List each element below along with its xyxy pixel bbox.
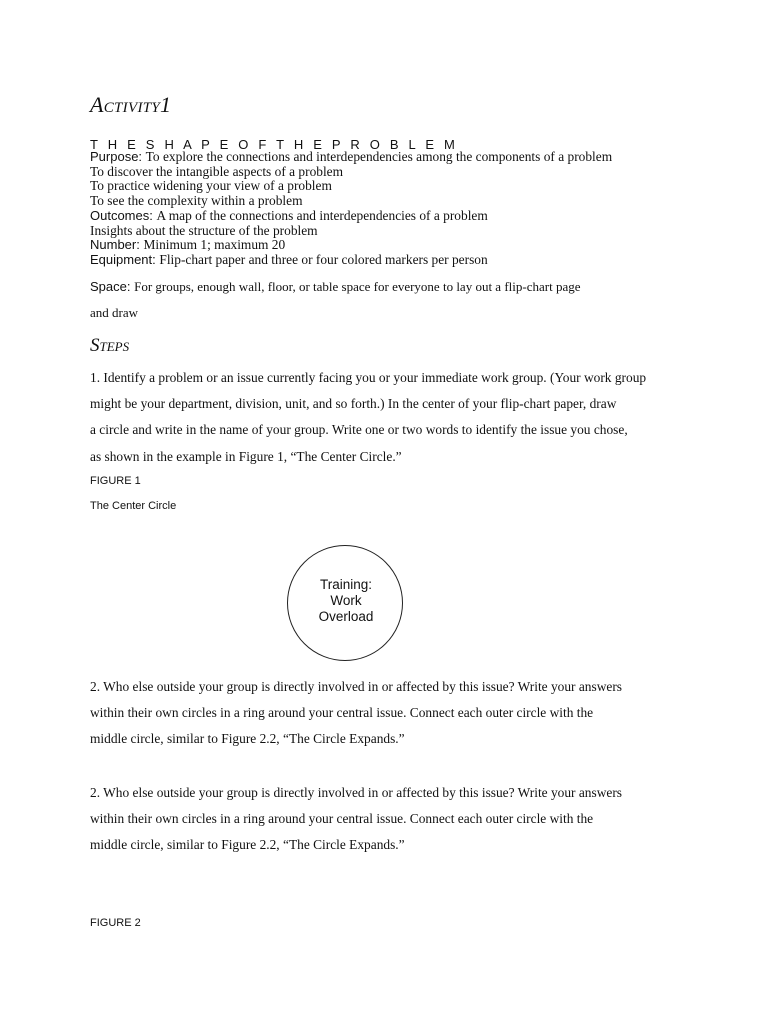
equipment-label: Equipment:	[90, 251, 160, 267]
space-label: Space:	[90, 279, 135, 294]
step2-repeat-line-2: within their own circles in a ring around your central issue. Connect each outer circle with the	[90, 811, 594, 826]
outcomes-label: Outcomes:	[90, 207, 157, 223]
center-circle-text	[288, 577, 404, 625]
purpose-text: To explore the connections and interdependencies among the components of a problem	[145, 149, 613, 164]
step2-line-1: 2. Who else outside your group is directly involved in or affected by this issue? Write your answers	[90, 679, 622, 694]
circle-line-3: Overload	[318, 609, 374, 624]
outcomes-text-2: Insights about the structure of the problem	[90, 222, 318, 238]
activity-heading: Activity1	[90, 92, 172, 117]
step1-line-4: as shown in the example in Figure 1, “The Center Circle.”	[90, 449, 402, 464]
figure1-label: FIGURE 1	[90, 475, 141, 487]
purpose-label: Purpose:	[90, 149, 146, 164]
step2-line-3: middle circle, similar to Figure 2.2, “The Circle Expands.”	[90, 731, 405, 746]
outcomes-text: A map of the connections and interdependencies of a problem	[156, 207, 488, 223]
outcomes-line-2	[90, 224, 730, 239]
step2-repeat-line-3: middle circle, similar to Figure 2.2, “The Circle Expands.”	[90, 837, 405, 852]
activity-details	[90, 150, 730, 268]
purpose-text-2: To discover the intangible aspects of a problem	[90, 163, 344, 179]
space-text: For groups, enough wall, floor, or table space for everyone to lay out a flip-chart page	[134, 279, 581, 294]
step1-line-2: might be your department, division, unit, and so forth.) In the center of your flip-chart paper, draw	[90, 396, 617, 411]
step1-line-3: a circle and write in the name of your group. Write one or two words to identify the issue you chose,	[90, 422, 628, 437]
circle-line-1: Training:	[319, 577, 373, 592]
purpose-line-4	[90, 194, 730, 209]
space-line	[90, 279, 580, 295]
number-text: Minimum 1; maximum 20	[143, 237, 286, 253]
purpose-line	[90, 150, 730, 165]
steps-heading: Steps	[90, 335, 130, 356]
circle-line-2: Work	[330, 593, 362, 608]
purpose-text-3: To practice widening your view of a problem	[90, 178, 332, 194]
equipment-line	[90, 253, 730, 268]
center-circle-figure	[287, 545, 403, 661]
purpose-text-4: To see the complexity within a problem	[90, 193, 303, 209]
equipment-text: Flip-chart paper and three or four colored markers per person	[159, 251, 488, 267]
activity-title: T H E S H A P E O F T H E P R O B L E M	[90, 137, 459, 152]
space-line-2: and draw	[90, 305, 139, 320]
number-line	[90, 238, 730, 253]
purpose-line-2	[90, 165, 730, 180]
number-label: Number:	[90, 237, 144, 253]
step2-repeat-line-1: 2. Who else outside your group is directly involved in or affected by this issue? Write your answers	[90, 785, 622, 800]
outcomes-line	[90, 209, 730, 224]
step1-line-1: 1. Identify a problem or an issue currently facing you or your immediate work group. (Your work group	[90, 370, 647, 385]
purpose-line-3	[90, 179, 730, 194]
figure2-label: FIGURE 2	[90, 917, 141, 929]
figure1-caption: The Center Circle	[90, 500, 177, 512]
step2-line-2: within their own circles in a ring around your central issue. Connect each outer circle with the	[90, 705, 594, 720]
